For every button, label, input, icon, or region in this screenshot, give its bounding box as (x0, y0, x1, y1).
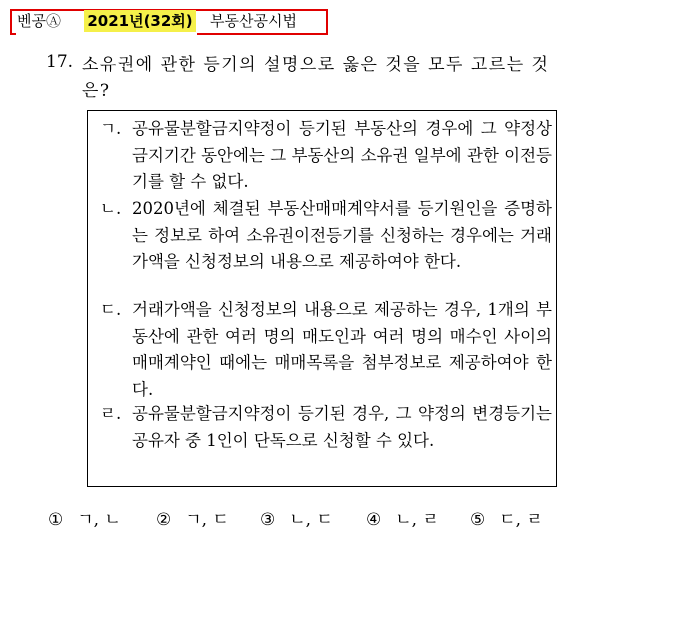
statement-mark: ㄱ. (100, 119, 122, 138)
statement-text: 공유물분할금지약정이 등기된 경우, 그 약정의 변경등기는 공유자 중 1인이 단독으로 신청할 수 있다. (132, 404, 552, 450)
choice-label: ㄱ, ㄷ (185, 510, 229, 530)
statement-mark: ㄴ. (100, 199, 122, 218)
choice-number: ② (156, 510, 172, 530)
choice-number: ③ (260, 510, 276, 530)
exam-subject-label: 부동산공시법 (210, 12, 297, 30)
choice-label: ㄷ, ㄹ (499, 510, 543, 530)
answer-choice-4[interactable] (366, 505, 439, 530)
statement-text: 공유물분할금지약정이 등기된 부동산의 경우에 그 약정상 금지기간 동안에는 그 부동산의 소유권 일부에 관한 이전등기를 할 수 없다. (132, 119, 552, 191)
answer-choice-2[interactable] (156, 505, 229, 530)
choice-number: ④ (366, 510, 382, 530)
header-rule-right (197, 33, 328, 35)
answer-choice-1[interactable] (48, 505, 121, 530)
statement-text: 2020년에 체결된 부동산매매계약서를 등기원인을 증명하는 정보로 하여 소유권이전등기를 신청하는 경우에는 거래가액을 신청정보의 내용으로 제공하여야 한다. (132, 199, 552, 271)
choice-number: ⑤ (470, 510, 486, 530)
statement-mark: ㄹ. (100, 404, 122, 423)
exam-year-badge: 2021년(32회) (84, 10, 196, 32)
header-rule-left (10, 33, 16, 35)
answer-choice-3[interactable] (260, 505, 333, 530)
choice-label: ㄴ, ㄷ (289, 510, 333, 530)
choice-label: ㄴ, ㄹ (395, 510, 439, 530)
statement-text: 거래가액을 신청정보의 내용으로 제공하는 경우, 1개의 부동산에 관한 여러 명의 매도인과 여러 명의 매수인 사이의 매매계약인 때에는 매매목록을 첨부정보로 제공하여야 한다. (132, 300, 552, 399)
statement-mark: ㄷ. (100, 300, 122, 319)
exam-series-label: 벤공Ⓐ (17, 12, 61, 30)
answer-choice-5[interactable] (470, 505, 543, 530)
answer-choices (48, 505, 568, 531)
choice-label: ㄱ, ㄴ (77, 510, 121, 530)
question-number: 17. (46, 52, 74, 72)
choice-number: ① (48, 510, 64, 530)
question-stem: 소유권에 관한 등기의 설명으로 옳은 것을 모두 고르는 것은? (82, 55, 550, 101)
